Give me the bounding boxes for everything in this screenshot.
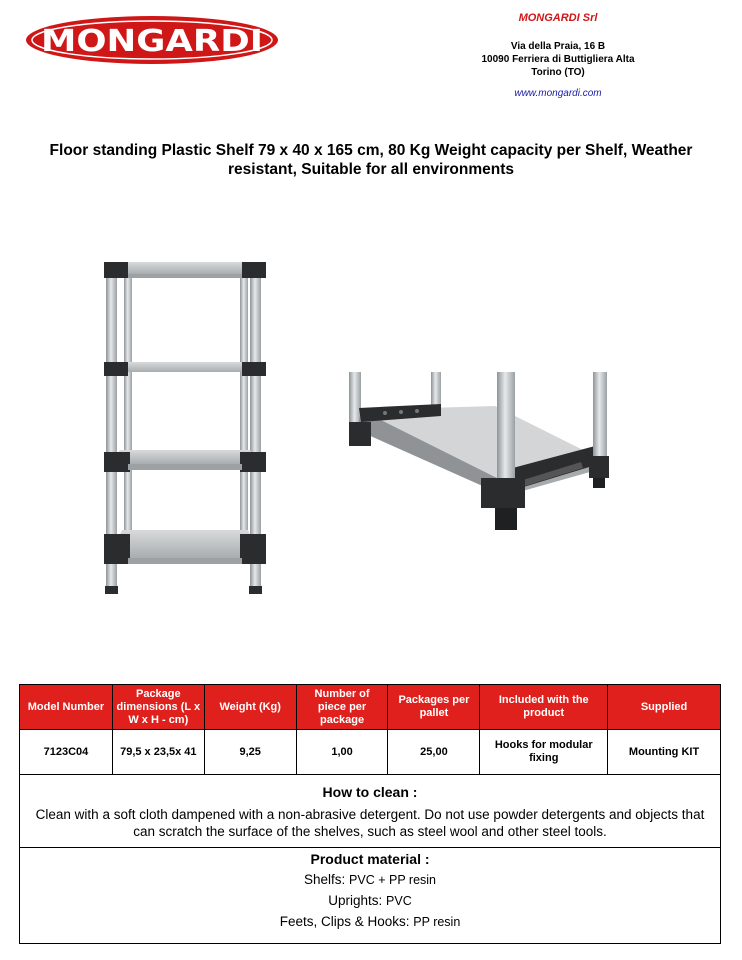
header-model-number: Model Number <box>20 685 113 730</box>
cell-included: Hooks for modular fixing <box>480 730 608 775</box>
address-line-2: 10090 Ferriera di Buttigliera Alta <box>481 54 635 65</box>
website-link[interactable]: www.mongardi.com <box>514 88 602 99</box>
material-title: Product material : <box>310 851 430 867</box>
material-line-uprights <box>20 893 720 909</box>
material-value: PVC + PP resin <box>349 873 436 887</box>
material-line-shelfs <box>20 872 720 888</box>
cell-package-dimensions: 79,5 x 23,5x 41 <box>112 730 204 775</box>
shelf-detail-photo <box>345 370 615 540</box>
cell-supplied: Mounting KIT <box>608 730 721 775</box>
mongardi-logo <box>24 14 280 66</box>
table-row <box>20 730 721 775</box>
header-supplied: Supplied <box>608 685 721 730</box>
section-divider <box>20 847 720 848</box>
material-label: Feets, Clips & Hooks: <box>279 914 410 929</box>
spec-table <box>19 684 721 775</box>
cell-weight: 9,25 <box>204 730 296 775</box>
header-pieces-per-package: Number of piece per package <box>296 685 388 730</box>
cell-pieces-per-package: 1,00 <box>296 730 388 775</box>
header-packages-per-pallet: Packages per pallet <box>388 685 480 730</box>
info-box <box>19 774 721 944</box>
shelf-unit-photo <box>100 258 270 598</box>
company-info <box>440 12 676 99</box>
address-line-3: Torino (TO) <box>531 67 585 78</box>
clean-text: Clean with a soft cloth dampened with a non-abrasive detergent. Do not use powder detergents and objects that can scratch the surface of the shelves, such as steel wool and other steel tools. <box>35 807 705 839</box>
material-line-feets <box>20 914 720 930</box>
material-label: Shelfs: <box>303 872 346 887</box>
material-value: PVC <box>386 894 412 908</box>
company-name: MONGARDI Srl <box>518 12 598 24</box>
material-label: Uprights: <box>328 893 383 908</box>
svg-text:MONGARDI: MONGARDI <box>41 24 263 59</box>
material-value: PP resin <box>413 915 461 929</box>
address-line-1: Via della Praia, 16 B <box>510 41 606 52</box>
header-included: Included with the product <box>480 685 608 730</box>
cell-packages-per-pallet: 25,00 <box>388 730 480 775</box>
header-package-dimensions: Package dimensions (L x W x H - cm) <box>112 685 204 730</box>
spec-header-row <box>20 685 721 730</box>
header-weight: Weight (Kg) <box>204 685 296 730</box>
clean-title: How to clean : <box>322 784 418 800</box>
product-title: Floor standing Plastic Shelf 79 x 40 x 165 cm, 80 Kg Weight capacity per Shelf, Weather resistant, Suitable for all environments <box>49 142 693 178</box>
cell-model-number: 7123C04 <box>20 730 113 775</box>
